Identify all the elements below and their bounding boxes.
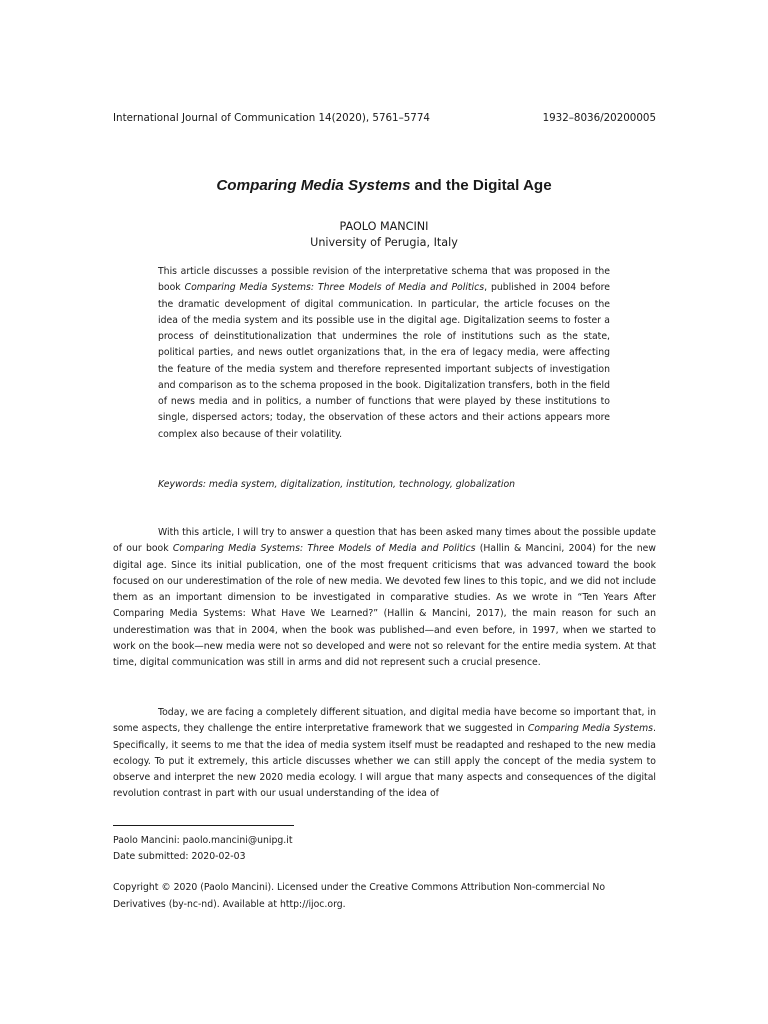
para1-text-1: With this article, I will try to answer a question that has been asked many times about the possible update of our book (113, 527, 656, 555)
author-affiliation: University of Perugia, Italy (310, 236, 458, 249)
footnote-date-submitted: Date submitted: 2020-02-03 (113, 851, 246, 862)
body-paragraph-1 (113, 525, 656, 671)
journal-citation: International Journal of Communication 14(2020), 5761–5774 (113, 112, 430, 124)
author-name: PAOLO MANCINI (339, 220, 429, 233)
article-title-italic: Comparing Media Systems (216, 177, 411, 194)
footnote-divider (113, 825, 294, 826)
running-header (113, 111, 656, 125)
para2-text-1: Today, we are facing a completely different situation, and digital media have become so important that, in some aspects, they challenge the entire interpretative framework that we suggested in (113, 707, 656, 735)
para1-book-title: Comparing Media Systems: Three Models of Media and Politics (172, 543, 476, 555)
body-paragraph-2 (113, 705, 656, 803)
abstract (158, 264, 610, 443)
abstract-book-title: Comparing Media Systems: Three Models of Media and Politics (184, 282, 485, 294)
para2-text-2: . Specifically, it seems to me that the idea of media system itself must be readapted and reshaped to the new media ecology. To put it extremely, this article discusses whether we can still apply the concept of the media system to observe and interpret the new 2020 media ecology. I will argue that many aspects and consequences of the digital revolution contrast in part with our usual understanding of the idea of (113, 723, 656, 800)
keywords: Keywords: media system, digitalization, institution, technology, globalization (158, 479, 516, 490)
abstract-text-2: , published in 2004 before the dramatic development of digital communication. In particular, the article focuses on the idea of the media system and its possible use in the digital age. Digitalization seems to foster a process of deinstitutionalization that undermines the role of institutions such as the state, political parties, and news outlet organizations that, in the era of legacy media, were affecting the feature of the media system and therefore represented important subjects of investigation and comparison as to the schema proposed in the book. Digitalization transfers, both in the field of news media and in politics, a number of functions that were played by these institutions to single, dispersed actors; today, the observation of these actors and their actions appears more complex also because of their volatility. (158, 282, 610, 440)
para2-book-title: Comparing Media Systems (527, 723, 654, 735)
article-title-rest: and the Digital Age (410, 177, 552, 194)
issn-code: 1932–8036/20200005 (542, 112, 656, 124)
abstract-text-1: This article discusses a possible revision of the interpretative schema that was proposed in the book (158, 266, 610, 294)
copyright-notice: Copyright © 2020 (Paolo Mancini). Licensed under the Creative Commons Attribution Non-commercial No Derivatives (by-nc-nd). Available at http://ijoc.org. (113, 882, 606, 910)
para1-text-2: (Hallin & Mancini, 2004) for the new digital age. Since its initial publication, one of the most frequent criticisms that was advanced toward the book focused on our underestimation of the role of new media. We devoted few lines to this topic, and we did not include them as an important dimension to be investigated in comparative studies. As we wrote in “Ten Years After Comparing Media Systems: What Have We Learned?” (Hallin & Mancini, 2017), the main reason for such an underestimation was that in 2004, when the book was published—and even before, in 1997, when we started to work on the book—new media were not so developed and were not so relevant for the entire media system. At that time, digital communication was still in arms and did not represent such a crucial presence. (113, 543, 657, 668)
footnote-author-email: Paolo Mancini: paolo.mancini@unipg.it (113, 835, 293, 846)
article-title (0, 176, 768, 196)
